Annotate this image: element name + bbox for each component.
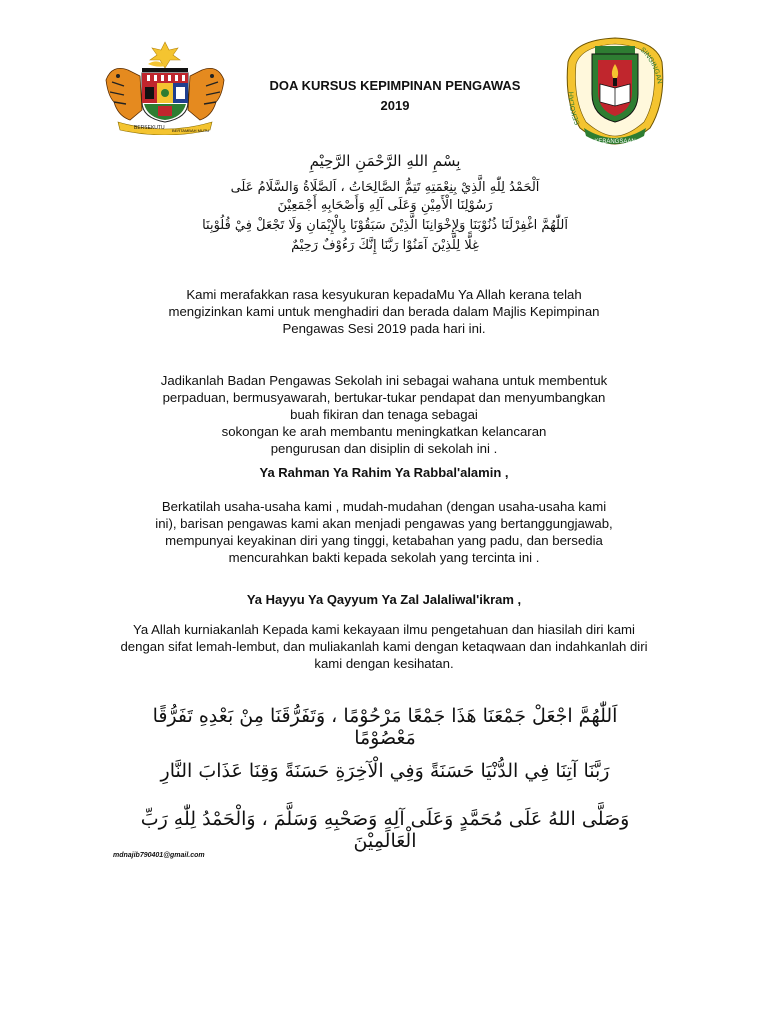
paragraph-line: mencurahkan bakti kepada sekolah yang tercinta ini . [228,550,540,565]
coat-of-arms-emblem [100,40,230,135]
paragraph-line: perpaduan, bermusyawarah, bertukar-tukar pendapat dan menyumbangkan [162,390,606,405]
crest-text-singingan: SINGINGAN [638,46,663,85]
arabic-bismillah: بِسْمِ اللهِ الرَّحْمَنِ الرَّحِيْمِ [309,152,461,170]
paragraph-blessing [110,498,658,566]
paragraph-line: Ya Allah kurniakanlah Kepada kami kekayaan ilmu pengetahuan dan hiasilah diri kami [133,622,635,637]
paragraph-line: dengan sifat lemah-lembut, dan muliakanlah kami dengan ketaqwaan dan indahkanlah diri [120,639,648,654]
school-crest-emblem [560,32,670,152]
arabic-closing-line-3: وَصَلَّى اللهُ عَلَى مُحَمَّدٍ وَعَلَى آلِهِ وَصَحْبِهِ وَسَلَّمَ ، وَالْحَمْدُ لِلّٰهِ رَبِّ الْعَالَمِيْنَ [140,808,630,852]
crest-text-sekolah: SEKOLAH [568,91,582,126]
paragraph-gratitude [110,286,658,337]
document-year: 2019 [380,98,410,113]
paragraph-line: Jadikanlah Badan Pengawas Sekolah ini sebagai wahana untuk membentuk [160,373,608,388]
author-email: mdnajib790401@gmail.com [113,852,205,859]
paragraph-line: Berkatilah usaha-usaha kami , mudah-mudahan (dengan usaha-usaha kami [161,499,607,514]
paragraph-line: Kami merafakkan rasa kesyukuran kepadaMu Ya Allah kerana telah [186,287,582,302]
arabic-praise-line-2: رَسُوْلِنَا الْأَمِيْنِ وَعَلَى آلِهِ وَأَصْحَابِهِ أَجْمَعِيْنَ [277,198,493,213]
emblem-motto-left: BERSEKUTU [134,125,165,131]
paragraph-aspiration [110,372,658,457]
arabic-praise-line-3: اَللّٰهُمَّ اغْفِرْلَنَا ذُنُوْبَنَا وَلِإِخْوَانِنَا الَّذِيْنَ سَبَقُوْنَا بِالْإِيْمَانِ وَلَا تَجْعَلْ فِيْ قُلُوْبِنَا [202,218,568,233]
paragraph-line: pengurusan dan disiplin di sekolah ini . [270,441,498,456]
arabic-closing-line-1: اَللّٰهُمَّ اجْعَلْ جَمْعَنَا هَذَا جَمْعًا مَرْحُوْمًا ، وَتَفَرُّقَنَا مِنْ بَعْدِهِ تَفَرُّقًا مَعْصُوْمًا [152,705,618,749]
emblem-motto-right: BERTAMBAH MUTU [172,128,210,133]
paragraph-line: buah fikiran dan tenaga sebagai [290,407,478,422]
invocation-heading-2: Ya Hayyu Ya Qayyum Ya Zal Jalaliwal'ikram , [246,592,522,607]
paragraph-line: Pengawas Sesi 2019 pada hari ini. [282,321,486,336]
arabic-closing-line-2: رَبَّنَا آتِنَا فِي الدُّنْيَا حَسَنَةً وَفِي الْآخِرَةِ حَسَنَةً وَقِنَا عَذَابَ النَّارِ [160,760,610,782]
crest-text-kebangsaan: KEBANGSAAN [594,139,636,145]
paragraph-line: mempunyai keyakinan diri yang tinggi, ketabahan yang padu, dan bersedia [165,533,603,548]
invocation-heading-1: Ya Rahman Ya Rahim Ya Rabbal'alamin , [259,465,509,480]
paragraph-line: mengizinkan kami untuk menghadiri dan berada dalam Majlis Kepimpinan [168,304,600,319]
document-title: DOA KURSUS KEPIMPINAN PENGAWAS [269,78,521,93]
paragraph-line: kami dengan kesihatan. [314,656,454,671]
arabic-praise-line-1: اَلْحَمْدُ لِلّٰهِ الَّذِيْ بِنِعْمَتِهِ تَتِمُّ الصَّالِحَاتُ ، اَلصَّلَاةُ وَالسَّلَامُ عَلَى [230,180,540,195]
paragraph-line: sokongan ke arah membantu meningkatkan kelancaran [221,424,547,439]
paragraph-knowledge [110,621,658,672]
paragraph-line: ini), barisan pengawas kami akan menjadi pengawas yang bertanggungjawab, [155,516,613,531]
arabic-praise-line-4: غِلًّا لِلَّذِيْنَ آمَنُوْا رَبَّنَا إِنَّكَ رَءُوْفٌ رَحِيْمٌ [291,238,479,253]
